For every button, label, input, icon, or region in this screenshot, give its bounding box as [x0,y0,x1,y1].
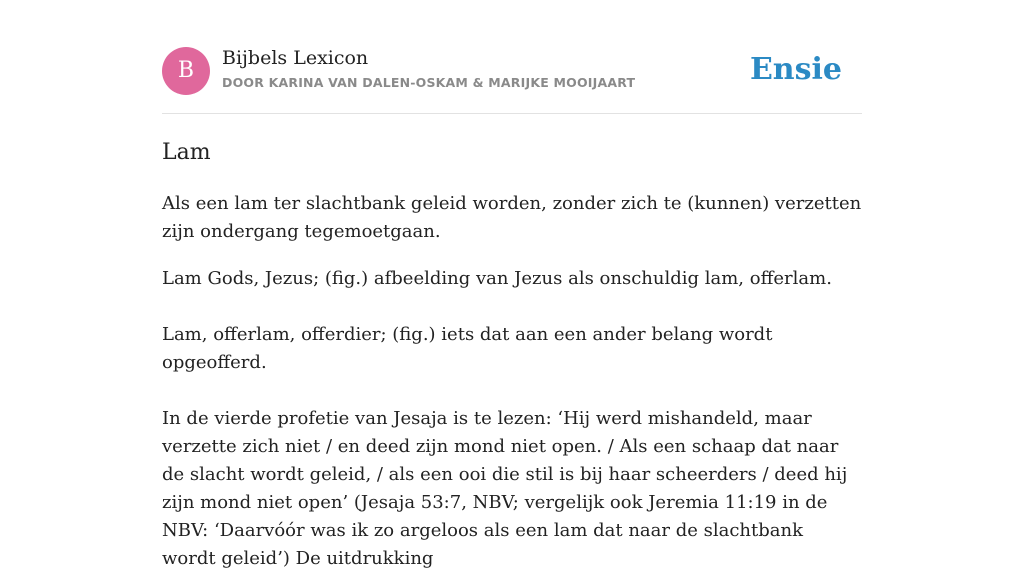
entry-paragraph: Lam Gods, Jezus; (fig.) afbeelding van Jezus als onschuldig lam, offerlam. [162,268,832,289]
entry-paragraph: In de vierde profetie van Jesaja is te lezen: ‘Hij werd mishandeld, maar verzette zich niet / en deed zijn mond niet open. / Als een schaap dat naar de slacht wordt geleid, / als een ooi die stil is bij haar scheerders / deed hij zijn mond niet open’ (Jesaja 53:7, NBV; vergelijk ook Jeremia 11:19 in de NBV: ‘Daarvóór was ik zo argeloos als een lam dat naar de slachtbank wordt geleid’) De uitdrukking [162,408,848,569]
page-header [162,46,862,96]
entry-content [162,190,862,573]
ensie-logo[interactable]: Ensie [749,52,842,87]
book-title[interactable]: Bijbels Lexicon [222,47,369,69]
header-divider [162,113,862,114]
book-avatar[interactable]: B [162,47,210,95]
book-authors: DOOR KARINA VAN DALEN-OSKAM & MARIJKE MOOIJAART [222,75,636,90]
entry-definition: Als een lam ter slachtbank geleid worden, zonder zich te (kunnen) verzetten zijn ondergang tegemoetgaan. [162,193,862,242]
entry-paragraph: Lam, offerlam, offerdier; (fig.) iets dat aan een ander belang wordt opgeofferd. [162,324,773,373]
entry-title: Lam [162,140,211,165]
